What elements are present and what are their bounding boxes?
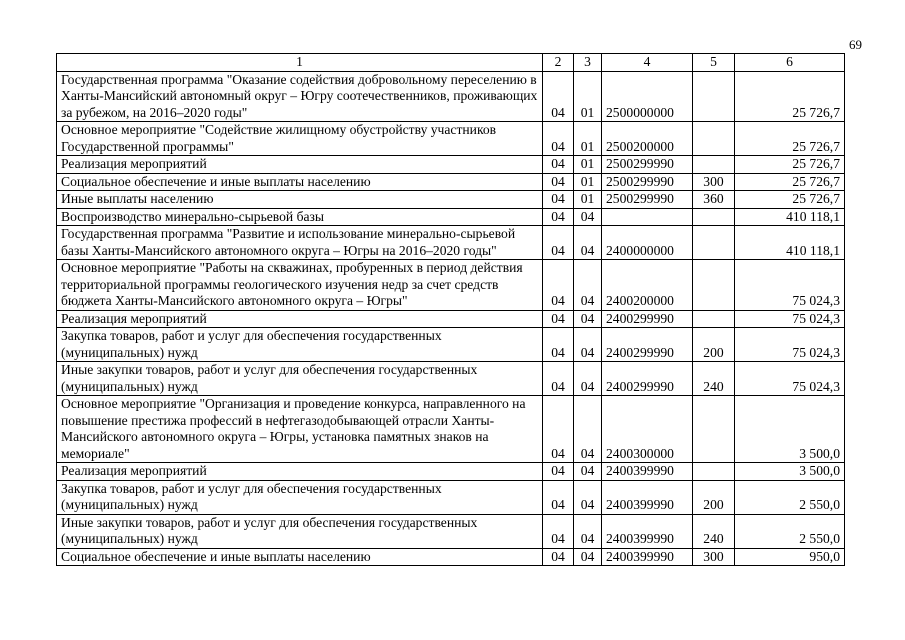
cell-name: Государственная программа "Развитие и использование минерально-сырьевой базы Ханты-Мансийского автономного округа – Югры на 2016–2020 годы" xyxy=(57,226,543,260)
table-row xyxy=(57,480,845,514)
table-row xyxy=(57,328,845,362)
cell-amount: 2 550,0 xyxy=(735,480,845,514)
table-row xyxy=(57,226,845,260)
cell-subsection: 01 xyxy=(574,191,602,209)
page-number: 69 xyxy=(849,37,862,52)
cell-name: Закупка товаров, работ и услуг для обеспечения государственных (муниципальных) нужд xyxy=(57,480,543,514)
table-row xyxy=(57,122,845,156)
cell-name: Иные выплаты населению xyxy=(57,191,543,209)
cell-subsection: 04 xyxy=(574,226,602,260)
cell-name: Закупка товаров, работ и услуг для обеспечения государственных (муниципальных) нужд xyxy=(57,328,543,362)
cell-target-article: 2500299990 xyxy=(602,173,693,191)
cell-expense-type: 200 xyxy=(693,328,735,362)
cell-expense-type xyxy=(693,260,735,311)
cell-target-article: 2400000000 xyxy=(602,226,693,260)
cell-section: 04 xyxy=(543,310,574,328)
cell-expense-type: 300 xyxy=(693,173,735,191)
cell-expense-type xyxy=(693,463,735,481)
cell-section: 04 xyxy=(543,208,574,226)
cell-amount: 75 024,3 xyxy=(735,310,845,328)
cell-expense-type xyxy=(693,71,735,122)
cell-subsection: 04 xyxy=(574,514,602,548)
cell-target-article: 2400399990 xyxy=(602,514,693,548)
cell-expense-type xyxy=(693,122,735,156)
cell-target-article: 2400200000 xyxy=(602,260,693,311)
cell-name: Социальное обеспечение и иные выплаты населению xyxy=(57,173,543,191)
table-row xyxy=(57,548,845,566)
cell-name: Иные закупки товаров, работ и услуг для обеспечения государственных (муниципальных) нужд xyxy=(57,514,543,548)
cell-amount: 2 550,0 xyxy=(735,514,845,548)
cell-section: 04 xyxy=(543,396,574,463)
cell-target-article: 2500200000 xyxy=(602,122,693,156)
table-row xyxy=(57,310,845,328)
cell-section: 04 xyxy=(543,480,574,514)
cell-subsection: 04 xyxy=(574,208,602,226)
cell-section: 04 xyxy=(543,328,574,362)
cell-expense-type xyxy=(693,156,735,174)
cell-amount: 410 118,1 xyxy=(735,226,845,260)
cell-name: Реализация мероприятий xyxy=(57,310,543,328)
table-row xyxy=(57,396,845,463)
header-col-5: 5 xyxy=(693,54,735,72)
cell-section: 04 xyxy=(543,191,574,209)
cell-amount: 75 024,3 xyxy=(735,260,845,311)
table-row xyxy=(57,173,845,191)
cell-expense-type: 360 xyxy=(693,191,735,209)
table-row xyxy=(57,156,845,174)
table-row xyxy=(57,463,845,481)
cell-section: 04 xyxy=(543,362,574,396)
cell-section: 04 xyxy=(543,122,574,156)
table-row xyxy=(57,260,845,311)
cell-target-article: 2500299990 xyxy=(602,156,693,174)
table-body xyxy=(57,71,845,566)
cell-amount: 3 500,0 xyxy=(735,463,845,481)
header-col-3: 3 xyxy=(574,54,602,72)
cell-section: 04 xyxy=(543,156,574,174)
cell-expense-type xyxy=(693,208,735,226)
cell-amount: 410 118,1 xyxy=(735,208,845,226)
cell-section: 04 xyxy=(543,548,574,566)
cell-subsection: 01 xyxy=(574,173,602,191)
header-col-1: 1 xyxy=(57,54,543,72)
cell-name: Основное мероприятие "Работы на скважинах, пробуренных в период действия территориальной программы геологического изучения недр за счет средств бюджета Ханты-Мансийского автономного округа – Югры" xyxy=(57,260,543,311)
cell-target-article: 2400299990 xyxy=(602,362,693,396)
table-row xyxy=(57,362,845,396)
cell-section: 04 xyxy=(543,514,574,548)
header-col-6: 6 xyxy=(735,54,845,72)
cell-expense-type: 200 xyxy=(693,480,735,514)
table-row xyxy=(57,191,845,209)
cell-subsection: 04 xyxy=(574,548,602,566)
cell-name: Государственная программа "Оказание содействия добровольному переселению в Ханты-Мансийский автономный округ – Югру соотечественников, проживающих за рубежом, на 2016–2020 годы" xyxy=(57,71,543,122)
cell-amount: 75 024,3 xyxy=(735,328,845,362)
cell-expense-type xyxy=(693,310,735,328)
budget-table xyxy=(56,53,845,566)
cell-subsection: 04 xyxy=(574,328,602,362)
cell-amount: 3 500,0 xyxy=(735,396,845,463)
header-col-4: 4 xyxy=(602,54,693,72)
cell-name: Социальное обеспечение и иные выплаты населению xyxy=(57,548,543,566)
cell-subsection: 04 xyxy=(574,362,602,396)
cell-name: Иные закупки товаров, работ и услуг для обеспечения государственных (муниципальных) нужд xyxy=(57,362,543,396)
cell-name: Основное мероприятие "Организация и проведение конкурса, направленного на повышение престижа профессий в нефтегазодобывающей отрасли Ханты-Мансийского автономного округа – Югры, установка памятных знаков на мемориале" xyxy=(57,396,543,463)
cell-target-article: 2400399990 xyxy=(602,463,693,481)
cell-amount: 25 726,7 xyxy=(735,122,845,156)
cell-subsection: 04 xyxy=(574,463,602,481)
cell-amount: 75 024,3 xyxy=(735,362,845,396)
cell-target-article xyxy=(602,208,693,226)
table-header xyxy=(57,54,845,72)
cell-amount: 950,0 xyxy=(735,548,845,566)
cell-subsection: 01 xyxy=(574,122,602,156)
cell-section: 04 xyxy=(543,226,574,260)
cell-amount: 25 726,7 xyxy=(735,71,845,122)
cell-expense-type: 240 xyxy=(693,362,735,396)
cell-amount: 25 726,7 xyxy=(735,191,845,209)
header-col-2: 2 xyxy=(543,54,574,72)
cell-name: Воспроизводство минерально-сырьевой базы xyxy=(57,208,543,226)
table-row xyxy=(57,208,845,226)
cell-expense-type: 300 xyxy=(693,548,735,566)
cell-subsection: 04 xyxy=(574,260,602,311)
cell-subsection: 04 xyxy=(574,396,602,463)
cell-subsection: 04 xyxy=(574,480,602,514)
cell-expense-type: 240 xyxy=(693,514,735,548)
cell-target-article: 2400299990 xyxy=(602,310,693,328)
cell-target-article: 2400399990 xyxy=(602,548,693,566)
table-row xyxy=(57,71,845,122)
cell-section: 04 xyxy=(543,463,574,481)
cell-expense-type xyxy=(693,396,735,463)
cell-section: 04 xyxy=(543,173,574,191)
cell-name: Реализация мероприятий xyxy=(57,156,543,174)
cell-section: 04 xyxy=(543,71,574,122)
cell-target-article: 2400399990 xyxy=(602,480,693,514)
cell-expense-type xyxy=(693,226,735,260)
cell-target-article: 2400299990 xyxy=(602,328,693,362)
cell-subsection: 01 xyxy=(574,71,602,122)
table-row xyxy=(57,514,845,548)
cell-target-article: 2400300000 xyxy=(602,396,693,463)
cell-amount: 25 726,7 xyxy=(735,156,845,174)
header-row xyxy=(57,54,845,72)
cell-target-article: 2500000000 xyxy=(602,71,693,122)
cell-amount: 25 726,7 xyxy=(735,173,845,191)
cell-target-article: 2500299990 xyxy=(602,191,693,209)
cell-name: Реализация мероприятий xyxy=(57,463,543,481)
cell-subsection: 01 xyxy=(574,156,602,174)
cell-subsection: 04 xyxy=(574,310,602,328)
cell-name: Основное мероприятие "Содействие жилищному обустройству участников Государственной программы" xyxy=(57,122,543,156)
cell-section: 04 xyxy=(543,260,574,311)
